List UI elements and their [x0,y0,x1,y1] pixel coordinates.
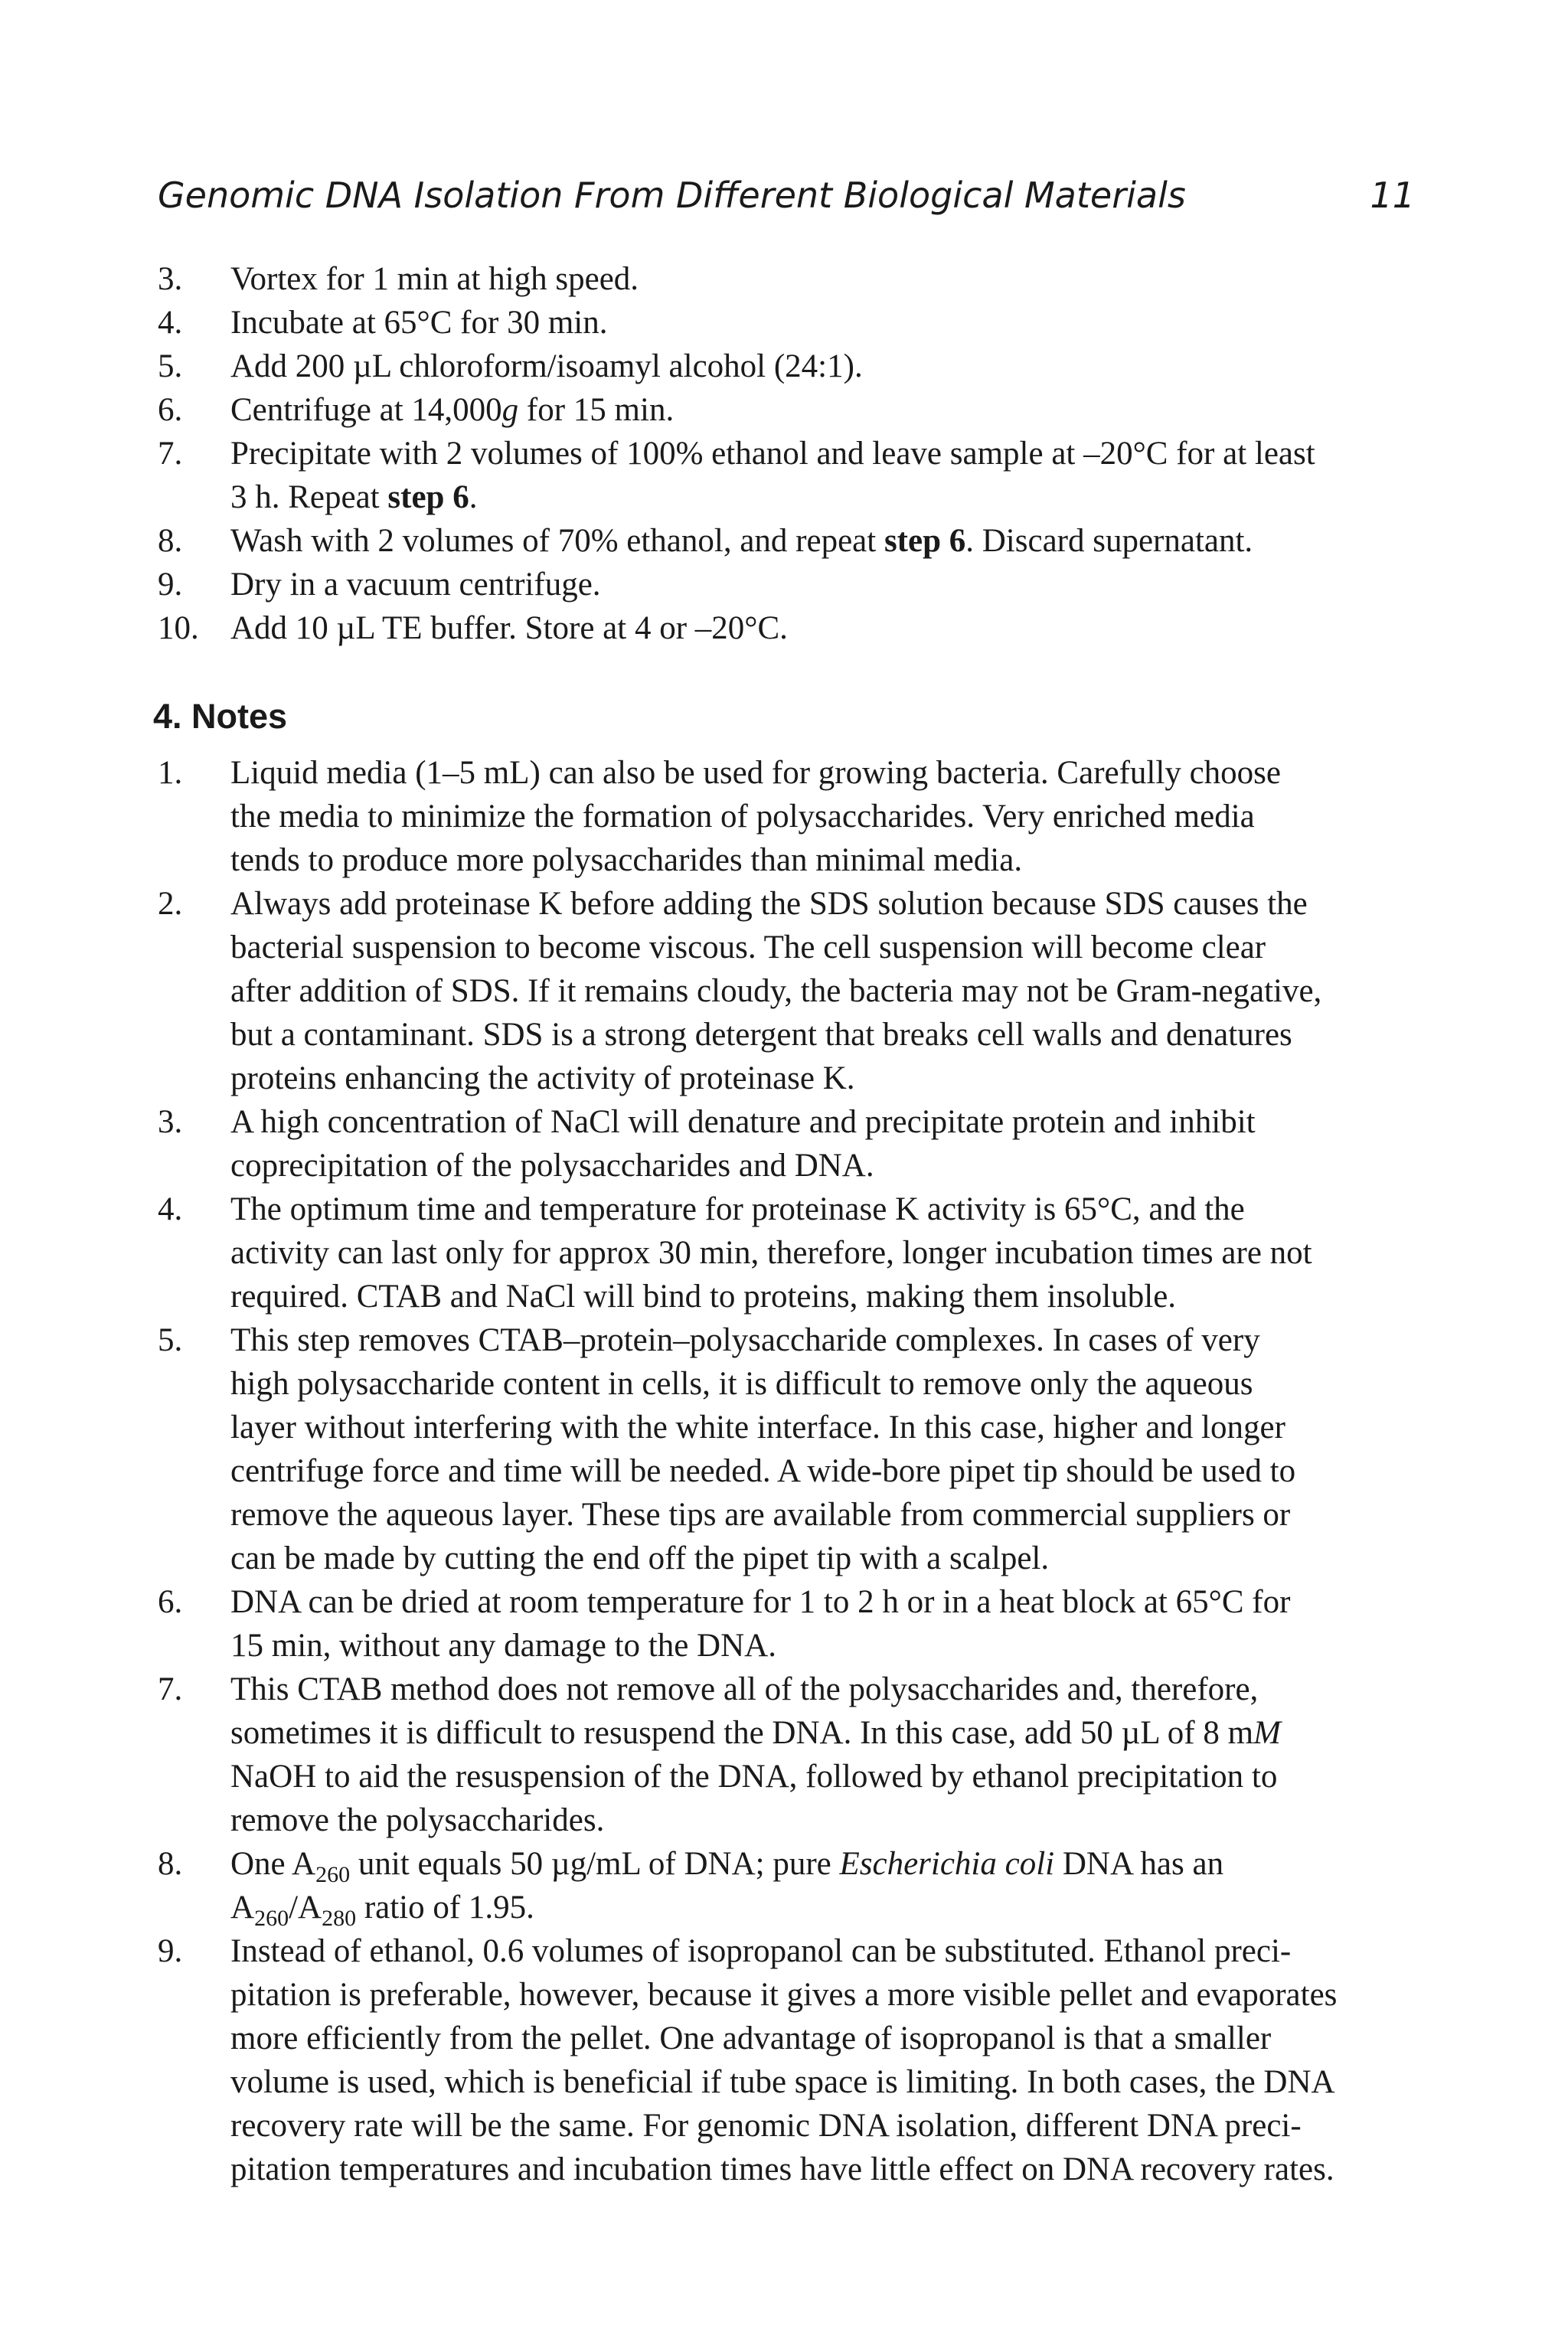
running-header [158,168,1415,222]
note-item [158,1842,1415,1929]
note-line: tends to produce more polysaccharides than minimal media. [230,842,1023,878]
step-reference: step 6 [884,523,966,559]
species-name: Escherichia coli [839,1846,1055,1882]
note-line: pitation temperatures and incubation times have little effect on DNA recovery rates. [230,2151,1334,2187]
step-text: Add 200 µL chloroform/isoamyl alcohol (24:1). [230,348,863,384]
note-number: 6. [158,1584,183,1620]
note-line: This step removes CTAB–protein–polysaccharide complexes. In cases of very [230,1322,1260,1358]
note-line: Always add proteinase K before adding the SDS solution because SDS causes the [230,886,1308,922]
note-line: pitation is preferable, however, because it gives a more visible pellet and evaporates [230,1977,1338,2013]
note-item [158,1668,1415,1842]
step-text: Add 10 µL TE buffer. Store at 4 or –20°C. [230,610,788,646]
running-title: Genomic DNA Isolation From Different Biological Materials [158,175,1186,216]
note-number: 8. [158,1846,183,1882]
step-item [158,432,1415,519]
step-item [158,563,1415,606]
note-text: ratio of 1.95. [356,1890,534,1926]
section-heading-notes: 4. Notes [153,697,288,736]
molar-unit: M [1253,1715,1281,1751]
note-line: high polysaccharide content in cells, it is difficult to remove only the aqueous [230,1366,1253,1402]
note-line: volume is used, which is beneficial if tube space is limiting. In both cases, the DNA [230,2064,1335,2100]
note-number: 3. [158,1104,183,1140]
step-number: 5. [158,348,183,384]
note-item [158,1929,1415,2191]
note-line: more efficiently from the pellet. One advantage of isopropanol is that a smaller [230,2020,1272,2056]
note-line: DNA can be dried at room temperature for 1 to 2 h or in a heat block at 65°C for [230,1584,1291,1620]
notes-list [158,751,1415,2191]
step-item [158,257,1415,301]
note-text: /A [289,1890,322,1926]
step-number: 4. [158,305,183,341]
step-text: 3 h. Repeat [230,479,388,515]
note-line: coprecipitation of the polysaccharides and DNA. [230,1148,874,1184]
step-text: Precipitate with 2 volumes of 100% ethanol and leave sample at –20°C for at least [230,436,1315,472]
note-line: This CTAB method does not remove all of the polysaccharides and, therefore, [230,1671,1259,1707]
note-text: unit equals 50 µg/mL of DNA; pure [350,1846,840,1882]
step-item [158,606,1415,650]
note-line: remove the aqueous layer. These tips are available from commercial suppliers or [230,1497,1291,1533]
step-number: 6. [158,392,183,428]
protocol-steps-list [158,257,1415,650]
note-line: but a contaminant. SDS is a strong detergent that breaks cell walls and denatures [230,1017,1292,1053]
note-line: recovery rate will be the same. For genomic DNA isolation, different DNA preci- [230,2108,1302,2144]
step-text: Dry in a vacuum centrifuge. [230,567,601,603]
step-number: 8. [158,523,183,559]
subscript: 280 [322,1906,357,1931]
step-item [158,345,1415,388]
note-line: Liquid media (1–5 mL) can also be used for growing bacteria. Carefully choose [230,755,1281,791]
note-line: activity can last only for approx 30 min, therefore, longer incubation times are not [230,1235,1312,1271]
note-number: 7. [158,1671,183,1707]
page-number: 11 [1370,175,1415,216]
subscript: 260 [254,1906,289,1931]
step-text: . Discard supernatant. [965,523,1253,559]
note-item [158,1100,1415,1187]
note-line: layer without interfering with the white interface. In this case, higher and longer [230,1410,1285,1446]
step-text: Incubate at 65°C for 30 min. [230,305,608,341]
step-number: 10. [158,610,199,646]
note-line: NaOH to aid the resuspension of the DNA, followed by ethanol precipitation to [230,1759,1278,1795]
note-text: One A [230,1846,316,1882]
note-number: 4. [158,1191,183,1227]
note-number: 5. [158,1322,183,1358]
note-number: 9. [158,1933,183,1969]
note-line: remove the polysaccharides. [230,1802,605,1838]
note-text: A [230,1890,255,1926]
step-text: for 15 min. [518,392,675,428]
g-force-unit: g [501,392,519,428]
note-item [158,1187,1415,1318]
note-line: The optimum time and temperature for proteinase K activity is 65°C, and the [230,1191,1245,1227]
subscript: 260 [315,1862,351,1887]
step-text: . [469,479,478,515]
note-line: 15 min, without any damage to the DNA. [230,1628,776,1664]
step-text: Vortex for 1 min at high speed. [230,261,639,297]
step-reference: step 6 [387,479,469,515]
note-line: Instead of ethanol, 0.6 volumes of isopropanol can be substituted. Ethanol preci- [230,1933,1292,1969]
step-text: Wash with 2 volumes of 70% ethanol, and repeat [230,523,884,559]
note-line: centrifuge force and time will be needed. A wide-bore pipet tip should be used to [230,1453,1296,1489]
step-number: 9. [158,567,183,603]
note-item [158,1318,1415,1580]
note-line: after addition of SDS. If it remains cloudy, the bacteria may not be Gram-negative, [230,973,1322,1009]
note-line: sometimes it is difficult to resuspend the DNA. In this case, add 50 µL of 8 m [230,1715,1254,1751]
step-text: Centrifuge at 14,000 [230,392,502,428]
note-line: proteins enhancing the activity of proteinase K. [230,1060,855,1096]
note-line: the media to minimize the formation of polysaccharides. Very enriched media [230,799,1255,835]
note-item [158,751,1415,882]
note-text: DNA has an [1054,1846,1224,1882]
note-item [158,882,1415,1100]
step-number: 7. [158,436,183,472]
step-item [158,519,1415,563]
note-number: 2. [158,886,183,922]
step-number: 3. [158,261,183,297]
step-item [158,388,1415,432]
note-item [158,1580,1415,1668]
note-line: can be made by cutting the end off the pipet tip with a scalpel. [230,1540,1050,1576]
note-line: bacterial suspension to become viscous. The cell suspension will become clear [230,929,1266,965]
note-line: required. CTAB and NaCl will bind to proteins, making them insoluble. [230,1279,1177,1315]
step-item [158,301,1415,345]
note-number: 1. [158,755,183,791]
note-line: A high concentration of NaCl will denature and precipitate protein and inhibit [230,1104,1256,1140]
